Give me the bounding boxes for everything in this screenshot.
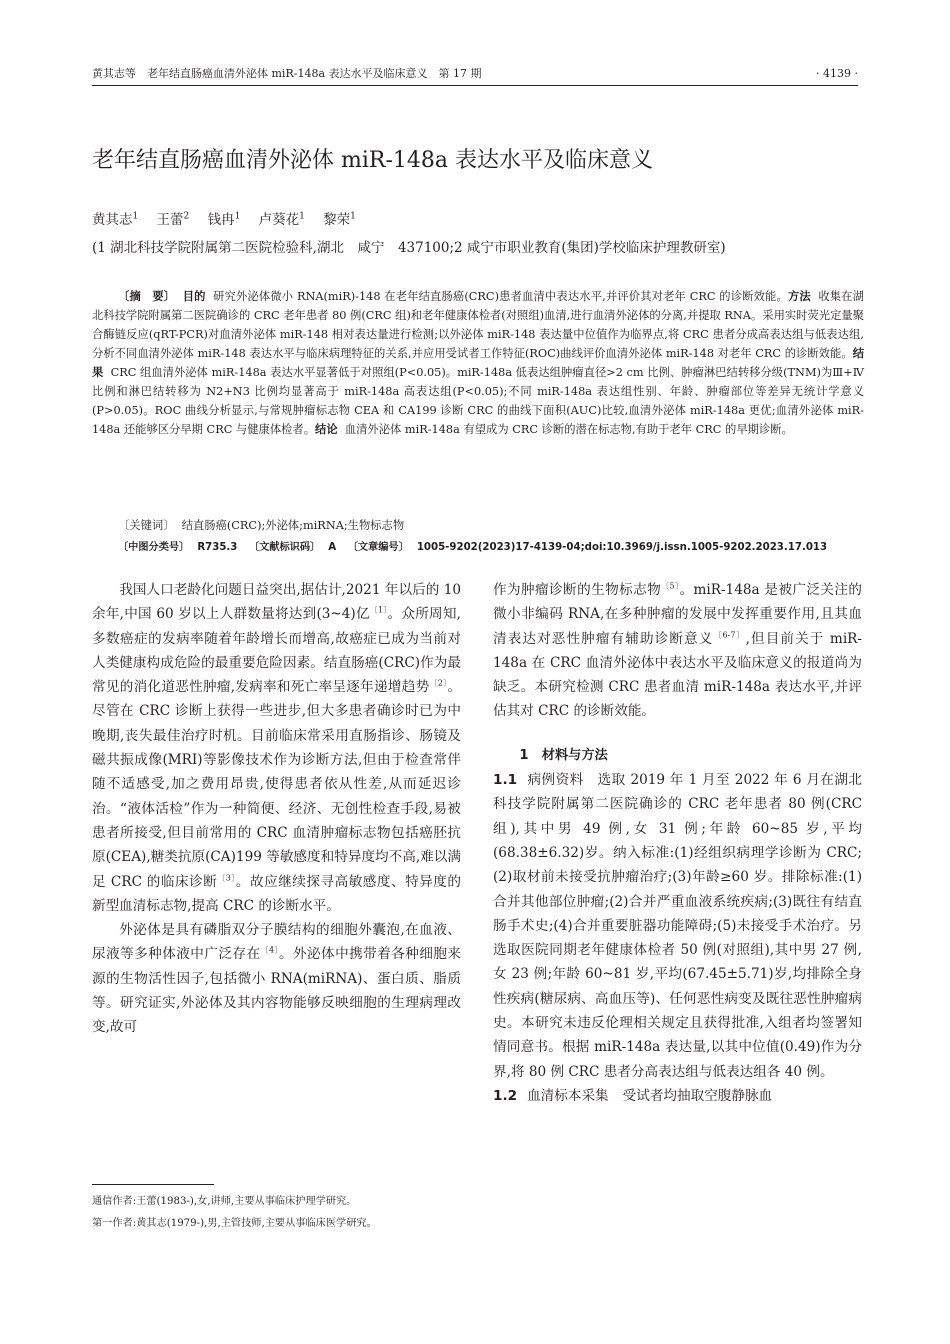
page-number: · 4139 · (816, 67, 858, 80)
subsection-1-1: 1.1 病例资料 选取 2019 年 1 月至 2022 年 6 月在湖北科技学院附属第二医院确诊的 CRC 老年患者 80 例(CRC 组),其中男 49 例,女 31 例;年龄 60~85 岁,平均(68.38±6.32)岁。纳入标准:(1)经组织病理学诊断为 CRC;(2)取材前未接受抗肿瘤治疗;(3)年龄≥60 岁。排除标准:(1)合并其他部位肿瘤;(2)合并严重血液系统疾病;(3)既往有结直肠手术史;(4)合并重要脏器功能障碍;(5)未接受手术治疗。另选取医院同期老年健康体检者 50 例(对照组),其中男 27 例,女 23 例;年龄 60~81 岁,平均(67.45±5.71)岁,均排除全身性疾病(糖尿病、高血压等)、任何恶性病变及既往恶性肿瘤病史。本研究未违反伦理相关规定且获得批准,入组者均签署知情同意书。根据 miR-148a 表达量,以其中位值(0.49)作为分界,将 80 例 CRC 患者分高表达组与低表达组各 40 例。 (493, 772, 862, 1080)
author: 卢葵花$^1$ (258, 211, 305, 228)
footnotes (92, 1191, 472, 1235)
intro-paragraph-1: 我国人口老龄化问题日益突出,据估计,2021 年以后的 10 余年,中国 60 岁以上人群数量将达到(3~4)亿$^{〔1〕}$。众所周知,多数癌症的发病率随着年龄增长而增高,故癌症已成为当前对人类健康构成危险的最重要危险因素。结直肠癌(CRC)作为最常见的消化道恶性肿瘤,发病率和死亡率呈逐年递增趋势$^{〔2〕}$。尽管在 CRC 诊断上获得一些进步,但大多患者确诊时已为中晚期,丧失最佳治疗时机。目前临床常采用直肠指诊、肠镜及磁共振成像(MRI)等影像技术作为诊断方法,但由于检查常伴随不适感受,加之费用昂贵,使得患者依从性差,从而延迟诊治。“液体活检”作为一种简便、经济、无创性检查手段,易被患者所接受,但目前常用的 CRC 血清肿瘤标志物包括癌胚抗原(CEA),糖类抗原(CA)199 等敏感度和特异度均不高,难以满足 CRC 的临床诊断$^{〔3〕}$。故应继续探寻高敏感度、特异度的新型血清标志物,提高 CRC 的诊断水平。 (92, 582, 461, 914)
conclusion-text: 血清外泌体 miR-148a 有望成为 CRC 诊断的潜在标志物,有助于老年 CRC 的早期诊断。 (344, 423, 793, 436)
citation: 〔4〕 (260, 945, 279, 955)
methods-label: 方法 (787, 290, 811, 303)
running-title: 黄其志等 老年结直肠癌血清外泌体 miR-148a 表达水平及临床意义 第 17 期 (92, 67, 482, 80)
affiliation: (1 湖北科技学院附属第二医院检验科,湖北 咸宁 437100;2 咸宁市职业教育(集团)学校临床护理教研室) (92, 240, 726, 256)
article-id-value: 1005-9202(2023)17-4139-04;doi:10.3969/j.issn.1005-9202.2023.17.013 (416, 542, 828, 553)
subsection-title: 血清标本采集 (527, 1087, 609, 1104)
subsection-number: 1.1 (493, 772, 518, 789)
article-id-label: 〔文章编号〕 (347, 542, 409, 553)
intro-paragraph-2: 外泌体是具有磷脂双分子膜结构的细胞外囊泡,在血液、尿液等多种体液中广泛存在$^{〔4〕}$。外泌体中携带着各种细胞来源的生物活性因子,包括微小 RNA(miRNA)、蛋白质、脂质等。研究证实,外泌体及其内容物能够反映细胞的生理病理改变,故可 (92, 922, 462, 1036)
methods-text: 收集在湖北科技学院附属第二医院确诊的 CRC 老年患者 80 例(CRC 组)和老年健康体检者(对照组)血清,进行血清外泌体的分离,并提取 RNA。采用实时荧光定量聚合酶链反应(qRT-PCR)对血清外泌体 miR-148 相对表达量进行检测;以外泌体 miR-148 表达量中位值作为临界点,将 CRC 患者分成高表达组与低表达组,分析不同血清外泌体 miR-148 表达水平与临床病理特征的关系,并应用受试者工作特征(ROC)曲线评价血清外泌体 miR-148 对老年 CRC 的诊断效能。 (92, 290, 864, 360)
subsection-1-2: 1.2 血清标本采集 受试者均抽取空腹静脉血 (493, 1087, 773, 1104)
subsection-title: 病例资料 (527, 772, 584, 789)
keywords-text: 结直肠癌(CRC);外泌体;miRNA;生物标志物 (181, 519, 405, 532)
citation: 〔6-7〕 (713, 630, 746, 640)
author: 黄其志$^1$ (92, 211, 139, 228)
doc-code-label: 〔文献标识码〕 (248, 542, 321, 553)
body-column-right (493, 578, 862, 1108)
footnote-divider (92, 1184, 214, 1185)
abstract (92, 287, 864, 439)
citation: 〔3〕 (217, 873, 236, 883)
intro-paragraph-2-cont: 作为肿瘤诊断的生物标志物$^{〔5〕}$。miR-148a 是被广泛关注的微小非编码 RNA,在多种肿瘤的发展中发挥重要作用,且其血清表达对恶性肿瘤有辅助诊断意义$^{〔6-7〕}$,但目前关于 miR-148a 在 CRC 血清外泌体中表达水平及临床意义的报道尚为缺乏。本研究检测 CRC 患者血清 miR-148a 表达水平,并评估其对 CRC 的诊断效能。 (493, 581, 863, 720)
citation: 〔5〕 (661, 581, 680, 591)
footnote-corresponding-author: 通信作者:王蕾(1983-),女,讲师,主要从事临床护理学研究。 (92, 1196, 357, 1207)
author: 黎荣$^1$ (323, 211, 356, 228)
classification-line (118, 539, 835, 557)
citation: 〔1〕 (369, 605, 388, 615)
footnote-first-author: 第一作者:黄其志(1979-),男,主管技师,主要从事临床医学研究。 (92, 1218, 377, 1229)
abstract-label: 〔摘 要〕 (118, 290, 176, 303)
conclusion-label: 结论 (315, 423, 338, 436)
results-label: 结果 (92, 347, 864, 379)
clc-label: 〔中图分类号〕 (118, 542, 190, 553)
citation: 〔2〕 (429, 678, 448, 688)
author: 钱冉$^1$ (207, 211, 241, 228)
author-list (92, 210, 370, 230)
keywords (118, 516, 404, 535)
body-column-left (92, 578, 461, 1040)
objective-text: 研究外泌体微小 RNA(miR)-148 在老年结直肠癌(CRC)患者血清中表达水平,并评价其对老年 CRC 的诊断效能。 (213, 290, 788, 303)
results-text: CRC 组血清外泌体 miR-148a 表达水平显著低于对照组(P<0.05)。miR-148a 低表达组肿瘤直径>2 cm 比例、肿瘤淋巴结转移分级(TNM)为Ⅲ+Ⅳ比例和淋巴结转移为 N2+N3 比例均显著高于 miR-148a 高表达组(P<0.05);不同 miR-148a 表达组性别、年龄、肿瘤部位等差异无统计学意义(P>0.05)。ROC 曲线分析显示,与常规肿瘤标志物 CEA 和 CA199 诊断 CRC 的曲线下面积(AUC)比较,血清外泌体 miR-148a 更优;血清外泌体 miR-148a 还能够区分早期 CRC 与健康体检者。 (92, 366, 864, 436)
running-head (92, 66, 858, 86)
objective-label: 目的 (182, 290, 206, 303)
keywords-label: 〔关键词〕 (118, 519, 175, 532)
subsection-number: 1.2 (493, 1087, 518, 1104)
article-title: 老年结直肠癌血清外泌体 miR-148a 表达水平及临床意义 (92, 148, 653, 173)
section-heading: 1 材料与方法 (519, 747, 608, 763)
clc-value: R735.3 (197, 542, 238, 553)
author: 王蕾$^2$ (156, 211, 190, 228)
doc-code-value: A (328, 542, 337, 553)
